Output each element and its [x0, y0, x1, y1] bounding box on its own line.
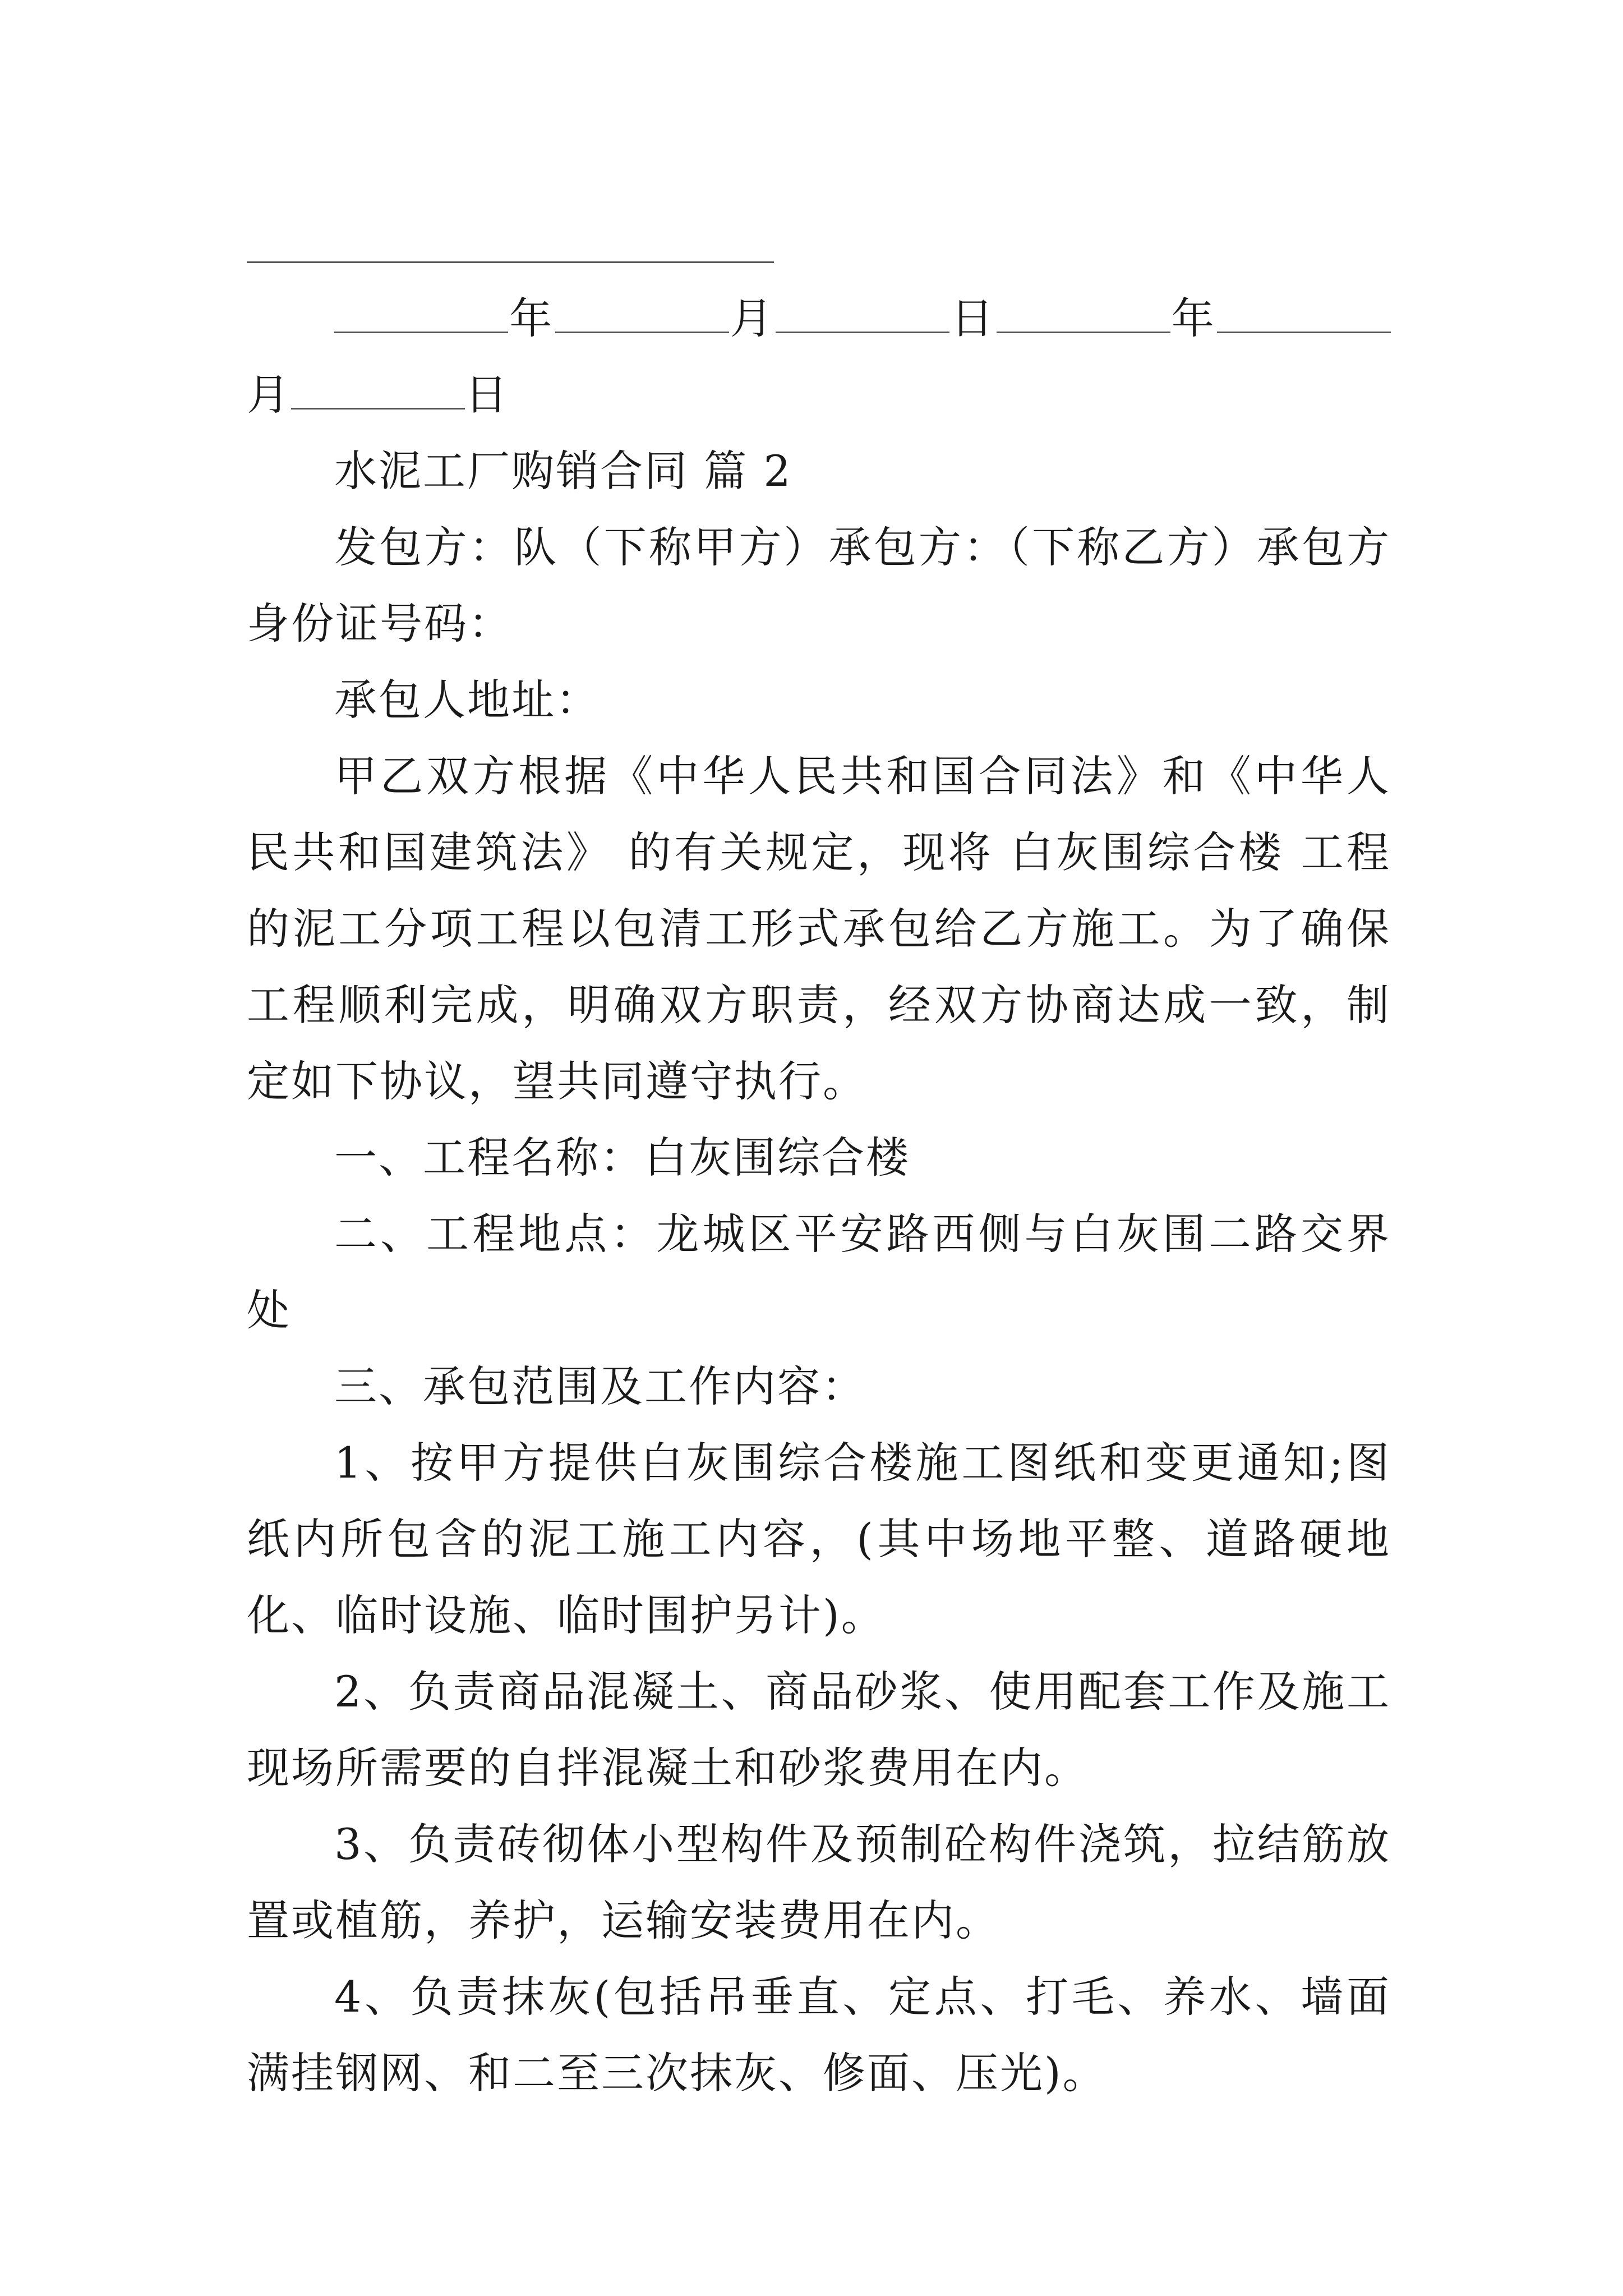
date-blank	[555, 289, 729, 333]
date-year-label: 年	[508, 293, 555, 343]
paragraph-scope-3: 3、负责砖彻体小型构件及预制砼构件浇筑，拉结筋放置或植筋，养护，运输安装费用在内。	[247, 1819, 1391, 1945]
paragraph-project-location: 二、工程地点：龙城区平安路西侧与白灰围二路交界处	[247, 1209, 1391, 1335]
date-blank	[1217, 289, 1391, 333]
paragraph-scope-2: 2、负责商品混凝土、商品砂浆、使用配套工作及施工现场所需要的自拌混凝土和砂浆费用在内。	[247, 1667, 1391, 1793]
paragraph-scope-heading: 三、承包范围及工作内容：	[334, 1361, 866, 1411]
date-blank	[997, 289, 1170, 333]
date-blank	[291, 365, 465, 409]
document-body	[247, 280, 1391, 2111]
date-line	[247, 280, 1391, 433]
paragraph-intro: 甲乙双方根据《中华人民共和国合同法》和《中华人民共和国建筑法》 的有关规定，现将 白灰围综合楼 工程的泥工分项工程以包清工形式承包给乙方施工。为了确保工程顺利完成，明确双方职责，经双方协商达成一致，制定如下协议，望共同遵守执行。	[247, 751, 1391, 1106]
date-blank	[776, 289, 949, 333]
date-blank	[334, 289, 508, 333]
date-year-label: 年	[1170, 293, 1217, 343]
paragraph-scope-4: 4、负责抹灰(包括吊垂直、定点、打毛、养水、墙面满挂钢网、和二至三次抹灰、修面、压光)。	[247, 1972, 1391, 2098]
signature-rule	[247, 261, 774, 263]
section-title: 水泥工厂购销合同 篇 2	[334, 446, 792, 496]
date-month-label: 月	[247, 370, 291, 420]
paragraph-project-name: 一、工程名称：白灰围综合楼	[334, 1133, 910, 1182]
date-day-label: 日	[465, 370, 509, 420]
date-month-label: 月	[728, 293, 776, 343]
paragraph-address: 承包人地址：	[334, 675, 600, 725]
paragraph-scope-1: 1、按甲方提供白灰围综合楼施工图纸和变更通知;图纸内所包含的泥工施工内容，(其中场地平整、道路硬地化、临时设施、临时围护另计)。	[247, 1438, 1391, 1640]
date-day-label: 日	[949, 293, 997, 343]
paragraph-parties: 发包方：队（下称甲方）承包方：（下称乙方）承包方身份证号码：	[247, 522, 1391, 648]
